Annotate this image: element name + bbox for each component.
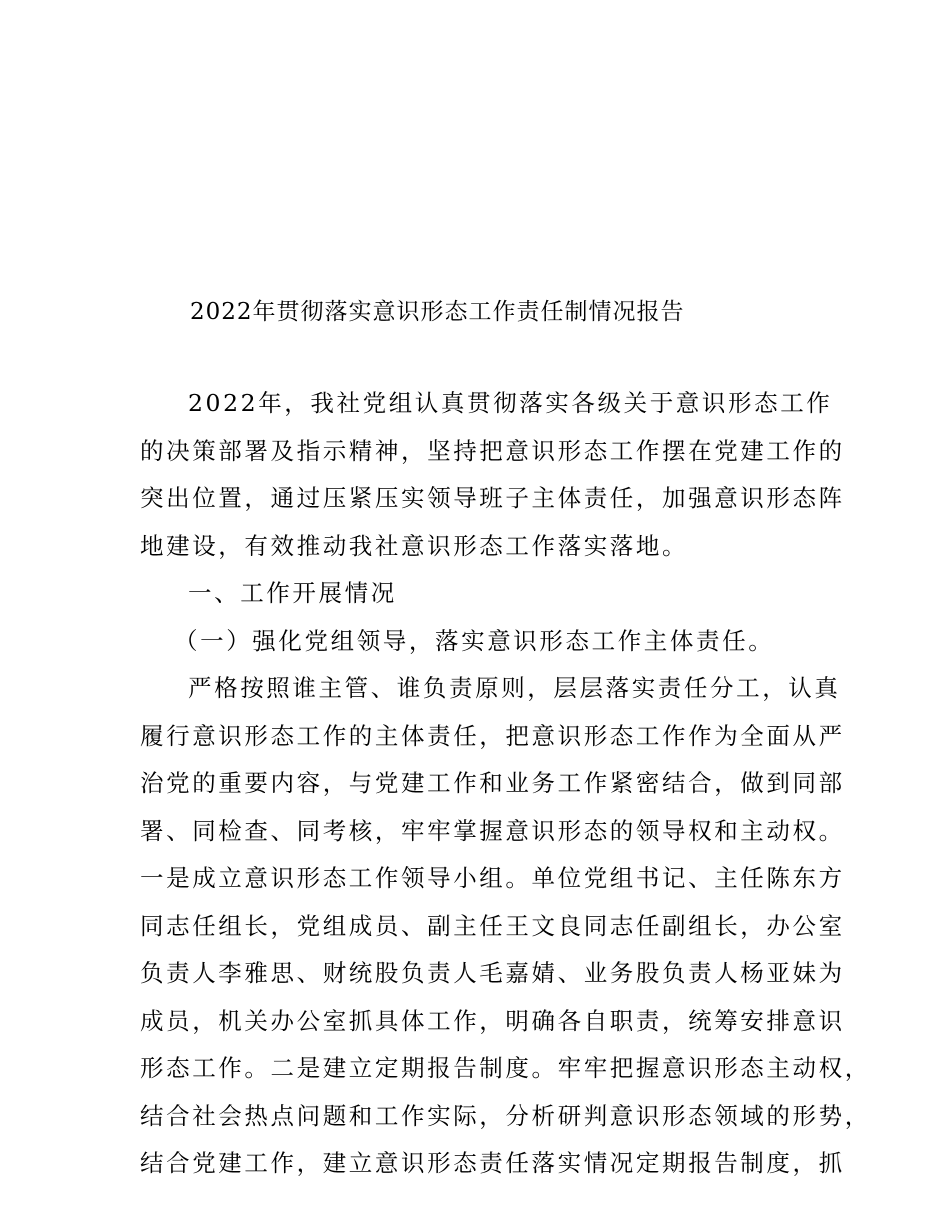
paragraph-line: 地建设，有效推动我社意识形态工作落实落地。 (140, 531, 689, 560)
paragraph-line: 履行意识形态工作的主体责任，把意识形态工作作为全面从严 (140, 721, 845, 750)
paragraph-line: 严格按照谁主管、谁负责原则，层层落实责任分工，认真 (188, 674, 841, 702)
paragraph-line: 结合社会热点问题和工作实际，分析研判意识形态领域的形势， (140, 1101, 871, 1130)
paragraph-line: 突出位置，通过压紧压实领导班子主体责任，加强意识形态阵 (140, 484, 845, 512)
subsection-heading: （一）强化党组领导，落实意识形态工作主体责任。 (174, 626, 775, 655)
paragraph-line: 治党的重要内容，与党建工作和业务工作紧密结合，做到同部 (140, 769, 845, 797)
paragraph-line: 结合党建工作，建立意识形态责任落实情况定期报告制度，抓 (140, 1149, 845, 1177)
paragraph-line: 负责人李雅思、财统股负责人毛嘉婧、业务股负责人杨亚妹为 (140, 959, 845, 987)
section-heading: 一、工作开展情况 (188, 579, 397, 607)
paragraph-line: 署、同检查、同考核，牢牢掌握意识形态的领导权和主动权。 (140, 816, 845, 845)
paragraph-line: 的决策部署及指示精神，坚持把意识形态工作摆在党建工作的 (140, 436, 845, 465)
document-title: 2022年贯彻落实意识形态工作责任制情况报告 (190, 299, 685, 325)
paragraph-line: 2022年，我社党组认真贯彻落实各级关于意识形态工作 (188, 389, 833, 417)
paragraph-line: 一是成立意识形态工作领导小组。单位党组书记、主任陈东方 (140, 864, 845, 892)
paragraph-line: 同志任组长，党组成员、副主任王文良同志任副组长，办公室 (140, 911, 845, 940)
document-body (140, 380, 871, 1188)
paragraph-line: 形态工作。二是建立定期报告制度。牢牢把握意识形态主动权， (140, 1054, 871, 1082)
paragraph-line: 成员，机关办公室抓具体工作，明确各自职责，统筹安排意识 (140, 1006, 845, 1035)
